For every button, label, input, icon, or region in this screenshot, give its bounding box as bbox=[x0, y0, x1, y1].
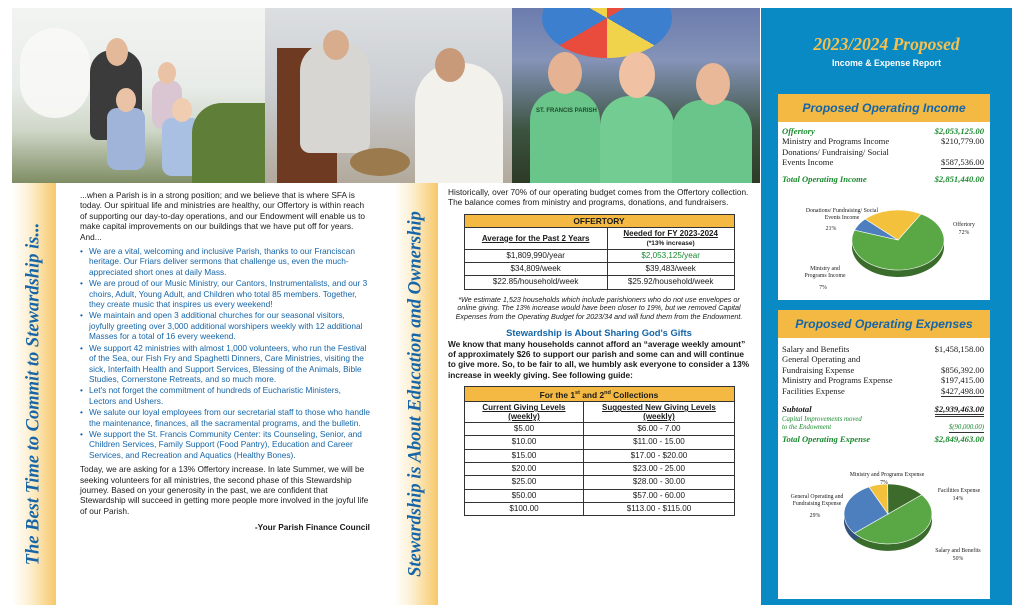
table-row bbox=[464, 276, 734, 289]
table-cell: $113.00 - $115.00 bbox=[584, 502, 734, 515]
table-row bbox=[464, 463, 734, 476]
expense-pct-ministry: 7% bbox=[880, 480, 888, 486]
list-item: • We maintain and open 3 additional churches for our seasonal visitors, joyfully greeting over 3,000 additional worshipers weekly with 12 additional Masses for a total of 16 every weekend. bbox=[80, 310, 370, 341]
volunteer1-face bbox=[548, 52, 582, 94]
expense-pct-salary: 50% bbox=[952, 556, 964, 562]
table-row bbox=[464, 263, 734, 276]
expense-row-general: General Operating and Fundraising Expense $856,392.00 bbox=[782, 354, 984, 375]
table-cell: $39,483/week bbox=[607, 263, 734, 276]
priest-head bbox=[435, 48, 465, 82]
expense-row-subtotal: Subtotal $2,939,463.00 bbox=[782, 404, 984, 414]
offertory-column bbox=[448, 187, 750, 516]
offertory-table bbox=[464, 214, 735, 290]
table-cell: $20.00 bbox=[464, 463, 584, 476]
table-row bbox=[464, 476, 734, 489]
signoff: -Your Parish Finance Council bbox=[254, 522, 370, 533]
white-flowers bbox=[20, 28, 90, 118]
list-item: • We salute our loyal employees from our secretarial staff to those who handle the maintenance, finances, all the sacramental programs, and the bulletin. bbox=[80, 407, 370, 428]
income-row-offertory: Offertory $2,053,125.00 bbox=[782, 126, 984, 136]
expense-label-salary: Salary and Benefits bbox=[935, 548, 981, 554]
closing-paragraph: Today, we are asking for a 13% Offertory increase. In late Summer, we will be seeking volunteers for all ministries, the second phase of this Stewardship journey. Based on your generosity in the past, we are confident that Stewardship will succeed in getting more people more involved in the joyful life of our Parish. bbox=[80, 464, 369, 516]
table-cell: $10.00 bbox=[464, 436, 584, 449]
table-row bbox=[464, 436, 734, 449]
income-label-offertory: Offertory bbox=[953, 222, 975, 228]
expense-label-facilities: Facilities Expense bbox=[937, 488, 981, 494]
expense-box bbox=[778, 310, 990, 599]
expense-row-facilities: Facilities Expense $427,498.00 bbox=[782, 385, 984, 396]
shirt-text: ST. FRANCIS PARISH bbox=[536, 108, 597, 114]
middle-vertical-banner bbox=[394, 183, 438, 605]
giving-col2-header: Suggested New Giving Levels (weekly) bbox=[584, 402, 734, 423]
table-cell: $25.92/household/week bbox=[607, 276, 734, 289]
table-cell: $57.00 - 60.00 bbox=[584, 489, 734, 502]
left-vertical-banner bbox=[12, 183, 56, 605]
income-pct-donations: 21% bbox=[825, 226, 837, 232]
table-cell: $11.00 - 15.00 bbox=[584, 436, 734, 449]
table-cell: $5.00 bbox=[464, 423, 584, 436]
report-title: 2023/2024 Proposed bbox=[813, 34, 960, 54]
income-row-ministry: Ministry and Programs Income $210,779.00 bbox=[782, 136, 984, 147]
foot-washing-photo bbox=[265, 8, 512, 183]
table-cell: $15.00 bbox=[464, 449, 584, 462]
table-cell: $6.00 - 7.00 bbox=[584, 423, 734, 436]
volunteer3 bbox=[672, 100, 752, 183]
table-row bbox=[464, 489, 734, 502]
middle-vertical-title: Stewardship is About Education and Ownership bbox=[405, 211, 426, 577]
offertory-col1-header: Average for the Past 2 Years bbox=[464, 227, 607, 249]
table-row bbox=[464, 449, 734, 462]
income-pct-offertory: 72% bbox=[958, 230, 970, 236]
table-cell: $2,053,125/year bbox=[607, 249, 734, 262]
table-cell: $34,809/week bbox=[464, 263, 607, 276]
offertory-table-title: OFFERTORY bbox=[464, 214, 734, 227]
green-plants bbox=[192, 103, 265, 183]
giving-table-title: For the 1st and 2nd Collections bbox=[464, 387, 734, 402]
expense-pct-general: 29% bbox=[809, 513, 821, 519]
income-label-ministry: Ministry and Programs Income bbox=[804, 266, 846, 279]
boy1-figure bbox=[107, 108, 145, 170]
intro-paragraph: ...when a Parish is in a strong position; and we believe that is where SFA is today. Our spiritual life and ministries are healthy, our Offertory is within reach of supporting our day-to-day operations, and our Endowment will enable us to make capital improvements on our buildings that we have put off for years. And... bbox=[80, 190, 366, 242]
expense-pct-facilities: 14% bbox=[952, 496, 964, 502]
volunteer2-face bbox=[619, 52, 655, 98]
mother-face bbox=[106, 38, 128, 66]
table-cell: $25.00 bbox=[464, 476, 584, 489]
table-row bbox=[464, 502, 734, 515]
boy2-face bbox=[172, 98, 192, 122]
left-vertical-title: The Best Time to Commit to Stewardship is... bbox=[23, 222, 44, 566]
expense-row-salary: Salary and Benefits $1,458,158.00 bbox=[782, 344, 984, 354]
expense-row-capital: Capital Improvements moved to the Endowment $(90,000.00) bbox=[782, 416, 984, 432]
girl-face bbox=[158, 62, 176, 84]
table-cell: $50.00 bbox=[464, 489, 584, 502]
table-cell: $1,809,990/year bbox=[464, 249, 607, 262]
expense-lines bbox=[778, 338, 990, 445]
income-label-donations: Donations/ Fundraising/ Social Events Income bbox=[805, 208, 879, 221]
income-pct-ministry: 7% bbox=[819, 285, 827, 291]
volunteer3-face bbox=[696, 63, 730, 105]
table-cell: $28.00 - 30.00 bbox=[584, 476, 734, 489]
table-row bbox=[464, 249, 734, 262]
umbrella bbox=[542, 8, 672, 58]
volunteer1 bbox=[530, 90, 600, 183]
boy1-face bbox=[116, 88, 136, 112]
list-item: • We are a vital, welcoming and inclusive Parish, thanks to our Franciscan heritage. Our Friars deliver sermons that challenge us, even the much-appreciated short ones at daily Mass. bbox=[80, 246, 370, 277]
basin bbox=[350, 148, 410, 176]
stewardship-text-column bbox=[80, 190, 370, 533]
ministry-bullet-list bbox=[80, 246, 370, 460]
offertory-col2-header: Needed for FY 2023-2024 (*13% increase) bbox=[607, 227, 734, 249]
list-item: • We are proud of our Music Ministry, our Cantors, Instrumentalists, and our 3 choirs, Adult, Young Adult, and Children who total 85 members. Together, they create music that inspires us every weekend! bbox=[80, 278, 370, 309]
expense-label-general: General Operating and Fundraising Expense bbox=[790, 494, 844, 507]
sharing-gifts-heading: Stewardship is About Sharing God's Gifts bbox=[506, 326, 692, 338]
offertory-intro: Historically, over 70% of our operating budget comes from the Offertory collection. The balance comes from ministry and programs, donations, and fundraisers. bbox=[448, 187, 749, 208]
list-item: • Let's not forget the commitment of hundreds of Eucharistic Ministers, Lectors and Ushers. bbox=[80, 385, 370, 406]
table-cell: $17.00 - $20.00 bbox=[584, 449, 734, 462]
income-box bbox=[778, 94, 990, 300]
priest-robe bbox=[415, 63, 503, 183]
household-footnote: *We estimate 1,523 households which include parishioners who do not use envelopes or online giving. The 13% increase would have been closer to 19%, but we removed Capital Expenses from the Operating Budget for 2023/34 and will fund them from the Endowment. bbox=[455, 294, 743, 321]
volunteer2 bbox=[600, 96, 674, 183]
list-item: • We support 42 ministries with almost 1,000 volunteers, who run the Festival of the Sea, our Fish Fry and Spaghetti Dinners, Care Ministries, visiting the sick, Interfaith Health and Support Services, Blessing of the Animals, Bible Studies, Cornerstone Retreats, and so much more. bbox=[80, 343, 370, 385]
expense-heading: Proposed Operating Expenses bbox=[778, 310, 990, 338]
income-row-total: Total Operating Income $2,851,440.00 bbox=[782, 173, 984, 184]
table-cell: $22.85/household/week bbox=[464, 276, 607, 289]
table-cell: $100.00 bbox=[464, 502, 584, 515]
list-item: • We support the St. Francis Community Center: its Counseling, Senior, and Children Services, Family Support (Food Pantry), Education and Career Services, and Recreation and Aquatics (Healthy Bones). bbox=[80, 429, 370, 460]
giving-col1-header: Current Giving Levels (weekly) bbox=[464, 402, 584, 423]
income-lines bbox=[778, 122, 990, 184]
volunteers-photo bbox=[512, 8, 760, 183]
seated-man-face bbox=[323, 30, 349, 60]
expense-row-total: Total Operating Expense $2,849,463.00 bbox=[782, 434, 984, 445]
income-heading: Proposed Operating Income bbox=[778, 94, 990, 122]
expense-label-ministry: Ministry and Programs Expense bbox=[849, 472, 925, 478]
giving-levels-table bbox=[464, 386, 735, 516]
offertory-col2-subheader: (*13% increase) bbox=[646, 239, 695, 247]
family-photo bbox=[12, 8, 265, 183]
income-row-donations: Donations/ Fundraising/ Social Events Income $587,536.00 bbox=[782, 146, 984, 168]
sharing-gifts-paragraph: We know that many households cannot afford an “average weekly amount” of approximately $26 to support our parish and some can and will continue to give more. So, to be fair to all, we humbly ask everyone to consider a 13% increase in weekly giving. See following guide: bbox=[448, 338, 750, 380]
expense-row-ministry: Ministry and Programs Expense $197,415.00 bbox=[782, 375, 984, 386]
table-row bbox=[464, 423, 734, 436]
table-cell: $23.00 - 25.00 bbox=[584, 463, 734, 476]
report-subtitle: Income & Expense Report bbox=[831, 58, 941, 68]
